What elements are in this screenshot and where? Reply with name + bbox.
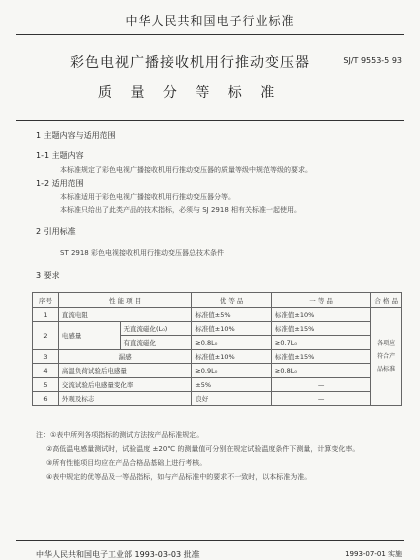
requirements-table: [32, 292, 402, 406]
issuer-line: 中华人民共和国电子工业部 1993-03-03 批准: [36, 550, 200, 559]
table-row: [33, 308, 402, 322]
note-3: ③所有性能项目均应在产品合格品基础上进行考核。: [46, 459, 207, 467]
row-grade-a: ±5%: [192, 378, 272, 392]
row-seq: 2: [33, 322, 59, 350]
row-seq: 4: [33, 364, 59, 378]
table-row: [33, 392, 402, 406]
table-row: [33, 364, 402, 378]
row-item: 外观及标志: [58, 392, 191, 406]
row-subitem: 有直流磁化: [120, 336, 192, 350]
table-row: [33, 322, 402, 336]
section-2-text: ST 2918 彩色电视接收机用行推动变压器总技术条件: [60, 249, 224, 257]
standard-type-header: 中华人民共和国电子行业标准: [125, 14, 295, 28]
effective-date: 1993-07-01 实施: [345, 550, 402, 558]
header-grade-a: 优 等 品: [192, 293, 272, 308]
row-seq: 6: [33, 392, 59, 406]
grade-c-note: 各项应符合产品标准: [371, 308, 402, 406]
row-grade-b: ≥0.7L₀: [271, 336, 370, 350]
section-1-1-text: 本标准规定了彩色电视广播接收机用行推动变压器的质量等级中规范等级的要求。: [60, 166, 312, 174]
row-grade-a: 标准值±10%: [192, 322, 272, 336]
row-grade-b: 标准值±15%: [271, 322, 370, 336]
section-1-2-line1: 本标准适用于彩色电视广播接收机用行推动变压器分等。: [60, 193, 235, 201]
row-item: 电感量: [58, 322, 120, 350]
table-row: [33, 378, 402, 392]
row-grade-b: —: [271, 392, 370, 406]
row-grade-a: ≥0.9L₀: [192, 364, 272, 378]
row-grade-a: 标准值±10%: [192, 350, 272, 364]
header-rule: [16, 34, 404, 35]
note-2: ②高低温电感量测试时，试验温度 ±20℃ 的测量值可分别在规定试验温度条件下测量，计算变化率。: [46, 445, 360, 453]
row-seq: 5: [33, 378, 59, 392]
standard-number: SJ/T 9553-5 93: [343, 56, 402, 65]
section-2-heading: 2 引用标准: [36, 227, 76, 236]
row-grade-b: 标准值±10%: [271, 308, 370, 322]
header-seq: 序号: [33, 293, 59, 308]
header-grade-b: 一 等 品: [271, 293, 370, 308]
row-grade-a: 标准值±5%: [192, 308, 272, 322]
table-row: [33, 350, 402, 364]
row-seq: 1: [33, 308, 59, 322]
title-rule: [16, 120, 404, 121]
note-1: 注：①表中所列各项指标的测试方法按产品标准规定。: [36, 431, 204, 439]
footer-rule: [16, 540, 404, 541]
row-item: 直流电阻: [58, 308, 191, 322]
row-item: 漏感: [58, 350, 191, 364]
row-grade-b: —: [271, 378, 370, 392]
row-item: 交流试验后电感量变化率: [58, 378, 191, 392]
row-item: 高温负荷试验后电感量: [58, 364, 191, 378]
note-4: ④表中规定的优等品及一等品指标，如与产品标准中的要求不一致时，以本标准为准。: [46, 473, 312, 481]
row-grade-a: 良好: [192, 392, 272, 406]
document-subtitle: 质 量 分 等 标 准: [98, 85, 277, 101]
table-header-row: [33, 293, 402, 308]
section-1-2-heading: 1-2 适用范围: [36, 179, 84, 188]
document-title: 彩色电视广播接收机用行推动变压器: [70, 55, 310, 71]
section-1-1-heading: 1-1 主题内容: [36, 151, 84, 160]
section-3-heading: 3 要求: [36, 271, 60, 280]
row-seq: 3: [33, 350, 59, 364]
row-grade-b: ≥0.8L₀: [271, 364, 370, 378]
row-subitem: 无直流磁化(L₀): [120, 322, 192, 336]
header-grade-c: 合 格 品: [371, 293, 402, 308]
section-1-heading: 1 主题内容与适用范围: [36, 131, 116, 140]
row-grade-a: ≥0.8L₀: [192, 336, 272, 350]
row-grade-b: 标准值±15%: [271, 350, 370, 364]
section-1-2-line2: 本标准只给出了此类产品的技术指标，必须与 SJ 2918 相有关标准一起使用。: [60, 206, 301, 214]
header-item: 性 能 项 目: [58, 293, 191, 308]
